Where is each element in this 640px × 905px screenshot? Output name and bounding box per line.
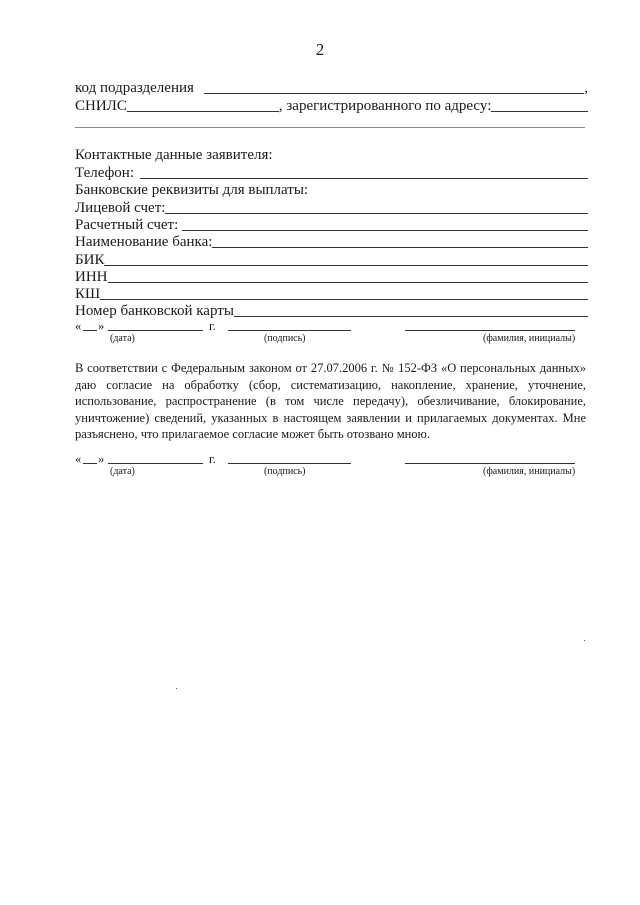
phone-field[interactable] — [140, 165, 588, 179]
inn-label: ИНН — [75, 269, 108, 285]
year-suffix: г. — [209, 319, 216, 333]
personal-account-field[interactable] — [165, 200, 588, 214]
day-field[interactable] — [83, 319, 97, 331]
card-number-row — [75, 302, 588, 320]
address-continuation-line[interactable] — [75, 127, 585, 128]
phone-row — [75, 164, 588, 182]
name-caption: (фамилия, инициалы) — [483, 333, 576, 344]
date-quote-open: « — [75, 319, 82, 333]
month-year-field[interactable] — [108, 452, 203, 464]
card-number-label: Номер банковской карты — [75, 303, 234, 319]
card-number-field[interactable] — [234, 303, 588, 317]
bank-details-heading: Банковские реквизиты для выплаты: — [75, 182, 309, 198]
personal-account-label: Лицевой счет: — [75, 200, 166, 216]
page-number: 2 — [315, 40, 325, 59]
signature-caption: (подпись) — [264, 466, 306, 477]
registered-address-label: , зарегистрированного по адресу: — [278, 98, 492, 114]
date-quote-close: » — [98, 452, 105, 466]
subdivision-code-row — [75, 79, 588, 97]
date-caption: (дата) — [110, 333, 135, 344]
year-suffix: г. — [209, 452, 216, 466]
bank-name-field[interactable] — [212, 234, 588, 248]
full-name-field[interactable] — [405, 452, 575, 464]
ksh-field[interactable] — [100, 286, 588, 300]
ksh-label: КШ — [75, 286, 101, 302]
bank-name-row — [75, 233, 588, 251]
contact-data-row — [75, 146, 588, 164]
signature-caption: (подпись) — [264, 333, 306, 344]
signature-field[interactable] — [228, 319, 351, 331]
bik-field[interactable] — [104, 252, 588, 266]
personal-account-row — [75, 199, 588, 217]
bank-details-row — [75, 181, 588, 199]
subdivision-code-comma: , — [584, 80, 588, 96]
date-quote-close: » — [98, 319, 105, 333]
settlement-account-label: Расчетный счет: — [75, 217, 179, 233]
settlement-account-field[interactable] — [182, 217, 588, 231]
subdivision-code-label: код подразделения — [75, 80, 194, 96]
phone-label: Телефон: — [75, 165, 134, 181]
consent-paragraph: В соответствии с Федеральным законом от 27.07.2006 г. № 152-ФЗ «О персональных данных» даю согласие на обработку (сбор, систематизацию, накопление, хранение, уточнение, использование, распространение (в том числе передачу), обезличивание, блокирование, уничтожение) сведений, указанных в настоящем заявлении и прилагаемых документах. Мне разъяснено, что прилагаемое согласие может быть отозвано мною. — [75, 361, 586, 441]
ksh-row — [75, 285, 588, 303]
month-year-field[interactable] — [108, 319, 203, 331]
signature-field[interactable] — [228, 452, 351, 464]
snils-label: СНИЛС — [75, 98, 127, 114]
day-field[interactable] — [83, 452, 97, 464]
scan-speck — [584, 640, 585, 641]
date-caption: (дата) — [110, 466, 135, 477]
contact-data-heading: Контактные данные заявителя: — [75, 147, 273, 163]
snils-row — [75, 97, 588, 115]
date-quote-open: « — [75, 452, 82, 466]
inn-row — [75, 268, 588, 286]
registered-address-field[interactable] — [491, 98, 588, 112]
signature-block-1 — [75, 319, 585, 333]
name-caption: (фамилия, инициалы) — [483, 466, 576, 477]
signature-block-2 — [75, 452, 585, 466]
subdivision-code-field[interactable] — [204, 80, 584, 94]
bank-name-label: Наименование банка: — [75, 234, 213, 250]
full-name-field[interactable] — [405, 319, 575, 331]
settlement-account-row — [75, 216, 588, 234]
snils-field[interactable] — [127, 98, 279, 112]
scan-speck — [176, 688, 177, 689]
bik-label: БИК — [75, 252, 105, 268]
bik-row — [75, 251, 588, 269]
inn-field[interactable] — [108, 269, 589, 283]
